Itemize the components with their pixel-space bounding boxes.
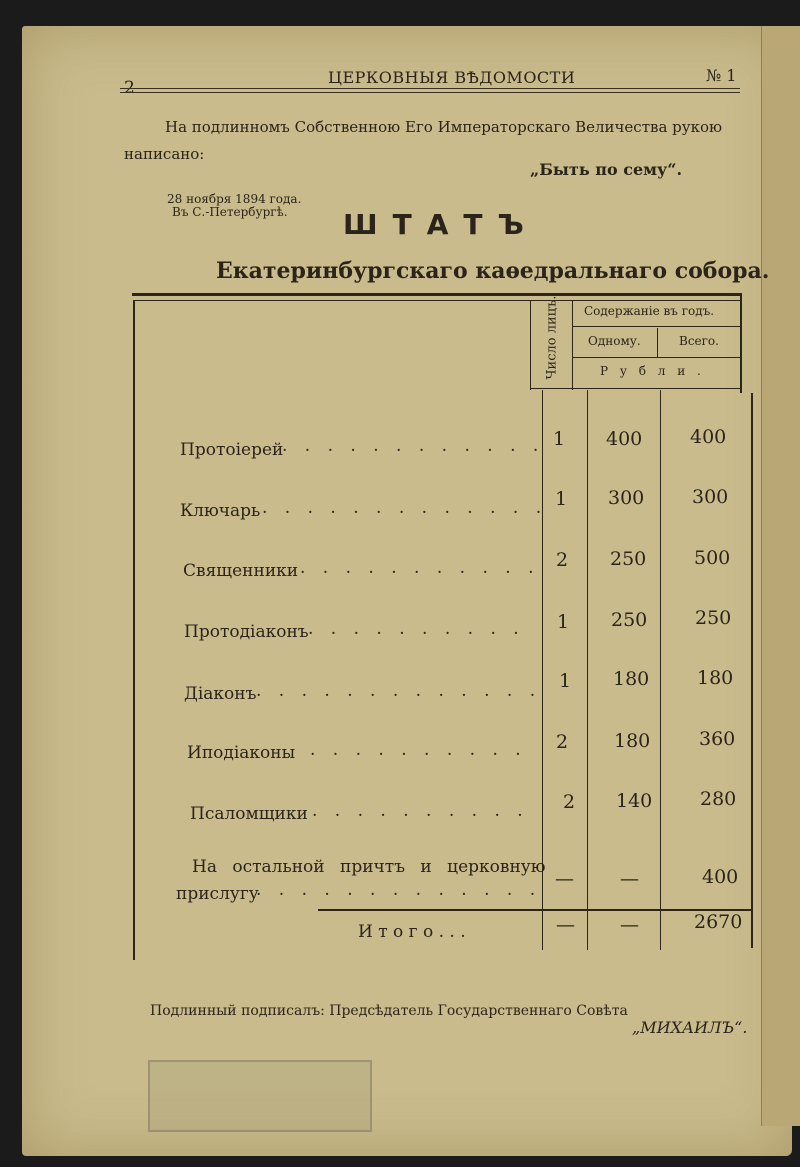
header-rule	[120, 88, 740, 89]
row-count: 1	[559, 670, 572, 692]
row-salary-one: 180	[614, 730, 651, 752]
summary-salary-one: —	[620, 914, 639, 936]
row-name: Псаломщики	[190, 804, 308, 824]
col-count-rule	[530, 300, 531, 390]
row-name-cont: прислугу	[176, 884, 259, 904]
row-salary-one: 250	[610, 548, 647, 570]
col-header-salary: Содержаніе въ годъ.	[584, 304, 715, 318]
summary-count: —	[556, 914, 575, 936]
row-dots: . . . . . . . . . . .	[300, 558, 540, 578]
journal-title: ЦЕРКОВНЫЯ ВѢДОМОСТИ	[328, 68, 576, 87]
row-salary-total: 360	[699, 728, 736, 750]
row-dots: . . . . . . . . . . . .	[282, 436, 545, 456]
summary-salary-total: 2670	[694, 911, 743, 933]
col-one-rule-top	[572, 300, 573, 390]
row-dots: . . . . . . . . . . . . .	[256, 880, 542, 900]
signed-by: Подлинный подписалъ: Предсѣдатель Государственнаго Совѣта	[150, 1003, 628, 1019]
document-page	[22, 26, 792, 1156]
subheader-rule	[572, 357, 740, 358]
col-header-total: Всего.	[679, 334, 719, 348]
row-dots: . . . . . . . . . . . . .	[256, 681, 542, 701]
row-salary-total: 400	[702, 866, 739, 888]
salary-header-rule	[572, 326, 740, 327]
row-count: 1	[557, 611, 570, 633]
col-one-rule	[587, 390, 588, 950]
header-rule-2	[120, 92, 740, 93]
preamble-line1: На подлинномъ Собственною Его Императорскаго Величества рукою	[165, 118, 723, 136]
issue-number: № 1	[706, 66, 737, 85]
row-salary-total: 250	[695, 607, 732, 629]
row-name: Протоіерей	[180, 440, 284, 460]
summary-label: И т о г о . . .	[358, 922, 466, 942]
row-name: Ключарь	[180, 501, 261, 521]
row-name: Протодіаконъ	[184, 622, 309, 642]
page-number: 2	[124, 78, 135, 98]
col-header-currency: Р у б л и .	[600, 364, 705, 378]
row-salary-one: 180	[613, 668, 650, 690]
row-salary-one: 300	[608, 487, 645, 509]
imperial-resolution: „Быть по сему“.	[530, 160, 683, 179]
row-count: 2	[556, 731, 569, 753]
row-count: 2	[556, 549, 569, 571]
row-dots: . . . . . . . . . .	[312, 801, 529, 821]
row-dots: . . . . . . . . . .	[310, 740, 527, 760]
row-salary-one: 250	[611, 609, 648, 631]
library-stamp	[148, 1060, 372, 1132]
col-total-rule	[660, 390, 661, 950]
summary-rule	[318, 909, 752, 911]
row-dots: . . . . . . . . . .	[308, 619, 525, 639]
row-salary-one: 400	[606, 428, 643, 450]
col-total-rule-top	[657, 328, 658, 358]
col-header-count: Число лицъ.	[544, 295, 560, 380]
row-salary-one: 140	[616, 790, 653, 812]
col-header-one: Одному.	[588, 334, 641, 348]
document-title: ШТАТЪ	[343, 208, 539, 241]
signature: „МИХАИЛЪ“.	[632, 1018, 748, 1037]
table-right-rule-lower	[751, 393, 753, 948]
row-name: Діаконъ	[184, 684, 257, 704]
row-salary-total: 280	[700, 788, 737, 810]
table-top-rule-thin	[134, 300, 740, 301]
table-right-rule	[740, 293, 742, 393]
table-left-rule	[133, 300, 135, 960]
row-salary-one: —	[620, 868, 639, 890]
row-count: 2	[563, 791, 576, 813]
row-salary-total: 500	[694, 547, 731, 569]
document-subtitle: Екатеринбургскаго каѳедральнаго собора.	[216, 258, 770, 284]
row-count: 1	[555, 488, 568, 510]
page-edge	[761, 26, 800, 1126]
preamble-line2: написано:	[124, 145, 205, 163]
row-salary-total: 400	[690, 426, 727, 448]
row-name: Иподіаконы	[187, 743, 296, 763]
row-salary-total: 180	[697, 667, 734, 689]
row-name: Священники	[183, 561, 299, 581]
row-dots: . . . . . . . . . . . . .	[262, 498, 548, 518]
table-top-rule	[132, 293, 742, 296]
decree-place: Въ С.-Петербургѣ.	[172, 205, 288, 219]
row-name: На остальной причтъ и церковную	[192, 857, 546, 877]
header-bottom-rule	[530, 388, 740, 389]
decree-date: 28 ноября 1894 года.	[167, 192, 302, 206]
row-count: 1	[553, 428, 566, 450]
row-salary-total: 300	[692, 486, 729, 508]
row-count: —	[555, 868, 574, 890]
